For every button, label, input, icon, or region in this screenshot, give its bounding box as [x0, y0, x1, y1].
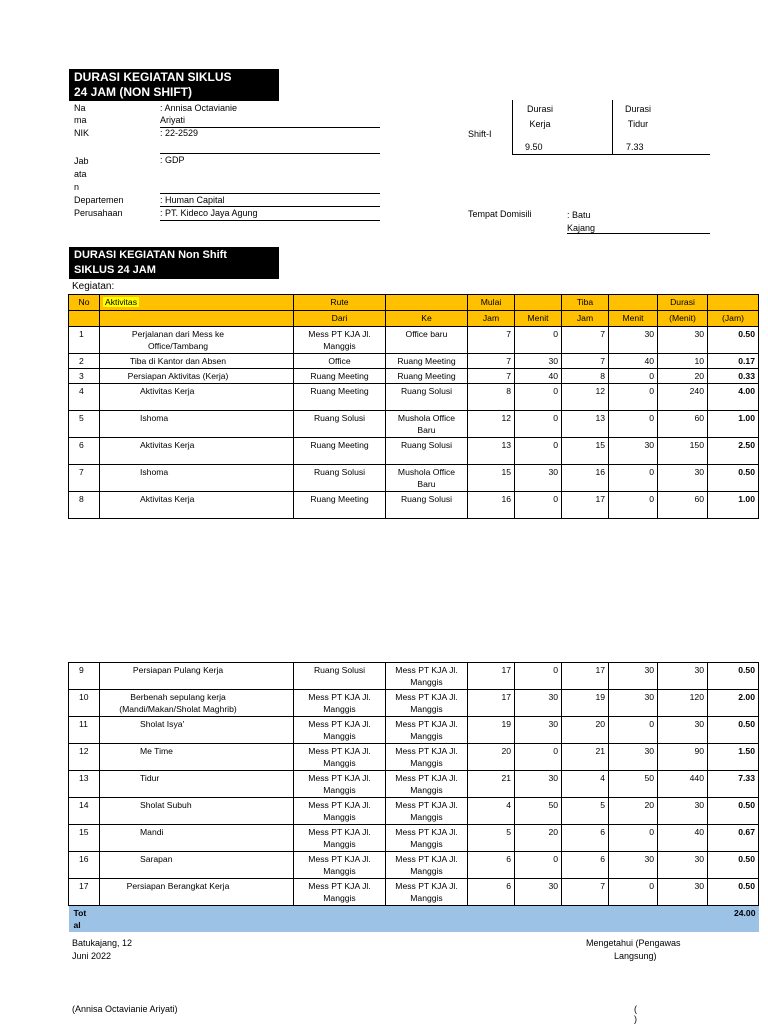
- row-aktivitas: Aktivitas Kerja: [100, 438, 294, 465]
- kegiatan-label: Kegiatan:: [72, 281, 115, 292]
- row-tiba-jam: 19: [562, 690, 609, 717]
- header-blank: [708, 295, 759, 311]
- row-durasi-menit: 90: [658, 744, 708, 771]
- row-durasi-menit: 30: [658, 852, 708, 879]
- row-tiba-menit: 0: [609, 825, 658, 852]
- row-aktivitas: Ishoma: [100, 411, 294, 438]
- row-aktivitas: Sarapan: [100, 852, 294, 879]
- row-mulai-menit: 30: [515, 354, 562, 369]
- header-blank: [386, 295, 468, 311]
- header-aktivitas: Aktivitas: [105, 297, 137, 307]
- mengetahui-2: Langsung): [614, 951, 657, 961]
- row-tiba-menit: 30: [609, 690, 658, 717]
- row-durasi-menit: 60: [658, 492, 708, 519]
- row-tiba-menit: 40: [609, 354, 658, 369]
- row-mulai-jam: 21: [468, 771, 515, 798]
- table-row: [69, 327, 759, 354]
- row-no: 15: [69, 825, 100, 852]
- row-ke: Mess PT KJA Jl. Manggis: [386, 879, 468, 906]
- jabatan-value: : GDP: [160, 155, 185, 165]
- row-tiba-menit: 0: [609, 411, 658, 438]
- row-mulai-jam: 7: [468, 369, 515, 384]
- row-mulai-jam: 7: [468, 327, 515, 354]
- row-mulai-menit: 30: [515, 879, 562, 906]
- row-dari: Mess PT KJA Jl. Manggis: [294, 690, 386, 717]
- row-dari: Mess PT KJA Jl. Manggis: [294, 798, 386, 825]
- row-durasi-jam: 2.50: [708, 438, 759, 465]
- row-mulai-jam: 6: [468, 852, 515, 879]
- row-mulai-jam: 12: [468, 411, 515, 438]
- table-row: [69, 825, 759, 852]
- row-durasi-jam: 0.50: [708, 465, 759, 492]
- header-durasi-jam: (Jam): [708, 311, 759, 327]
- table-row: [69, 492, 759, 519]
- place-date: [72, 937, 132, 963]
- row-ke: Ruang Meeting: [386, 354, 468, 369]
- total-row: [69, 906, 759, 933]
- row-dari: Ruang Solusi: [294, 663, 386, 690]
- table-header-row-2: [69, 311, 759, 327]
- row-ke: Mess PT KJA Jl. Manggis: [386, 663, 468, 690]
- nama-label-2: ma: [74, 115, 87, 125]
- section-title-line-1: DURASI KEGIATAN Non Shift: [74, 249, 227, 261]
- row-no: 12: [69, 744, 100, 771]
- jabatan-underline: [160, 193, 380, 194]
- row-ke: Mess PT KJA Jl. Manggis: [386, 825, 468, 852]
- domisili-underline: [567, 233, 710, 234]
- header-blank: [515, 295, 562, 311]
- row-dari: Mess PT KJA Jl. Manggis: [294, 744, 386, 771]
- row-tiba-jam: 17: [562, 663, 609, 690]
- row-durasi-menit: 20: [658, 369, 708, 384]
- perusahaan-label: Perusahaan: [74, 208, 123, 218]
- row-no: 14: [69, 798, 100, 825]
- total-label-2: al: [73, 920, 81, 930]
- row-tiba-menit: 30: [609, 327, 658, 354]
- header-blank: [69, 311, 100, 327]
- durasi-tidur-label-2: Tidur: [627, 119, 649, 129]
- row-no: 6: [69, 438, 100, 465]
- row-durasi-menit: 30: [658, 798, 708, 825]
- row-tiba-jam: 13: [562, 411, 609, 438]
- header-mulai-menit: Menit: [515, 311, 562, 327]
- row-aktivitas: Tidur: [100, 771, 294, 798]
- row-mulai-menit: 0: [515, 744, 562, 771]
- row-mulai-jam: 17: [468, 663, 515, 690]
- row-dari: Mess PT KJA Jl. Manggis: [294, 771, 386, 798]
- row-tiba-jam: 7: [562, 354, 609, 369]
- row-durasi-jam: 1.00: [708, 411, 759, 438]
- row-no: 2: [69, 354, 100, 369]
- title-line-2: 24 JAM (NON SHIFT): [74, 85, 193, 99]
- table-row: [69, 879, 759, 906]
- total-value: 24.00: [708, 906, 759, 933]
- row-durasi-jam: 0.50: [708, 327, 759, 354]
- jabatan-label-3: n: [74, 182, 80, 192]
- row-mulai-menit: 0: [515, 438, 562, 465]
- row-dari: Mess PT KJA Jl. Manggis: [294, 879, 386, 906]
- row-no: 10: [69, 690, 100, 717]
- row-dari: Mess PT KJA Jl. Manggis: [294, 327, 386, 354]
- header-ke: Ke: [386, 311, 468, 327]
- row-ke: Mess PT KJA Jl. Manggis: [386, 798, 468, 825]
- row-mulai-menit: 20: [515, 825, 562, 852]
- row-tiba-menit: 0: [609, 384, 658, 411]
- departemen-underline: [160, 206, 380, 207]
- row-ke: Mess PT KJA Jl. Manggis: [386, 717, 468, 744]
- section-title-line-2: SIKLUS 24 JAM: [74, 264, 156, 276]
- row-tiba-menit: 0: [609, 492, 658, 519]
- row-ke: Mushola Office Baru: [386, 411, 468, 438]
- row-durasi-jam: 2.00: [708, 690, 759, 717]
- row-no: 3: [69, 369, 100, 384]
- row-durasi-jam: 4.00: [708, 384, 759, 411]
- header-rute: Rute: [294, 295, 386, 311]
- total-label-1: Tot: [73, 908, 87, 918]
- total-spacer: [100, 906, 708, 933]
- signer-name: (Annisa Octavianie Ariyati): [72, 1004, 178, 1014]
- table-row: [69, 369, 759, 384]
- row-no: 13: [69, 771, 100, 798]
- table-row: [69, 384, 759, 411]
- row-tiba-menit: 30: [609, 663, 658, 690]
- row-tiba-jam: 8: [562, 369, 609, 384]
- row-durasi-menit: 30: [658, 717, 708, 744]
- row-tiba-menit: 30: [609, 438, 658, 465]
- table-row: [69, 798, 759, 825]
- table-row: [69, 663, 759, 690]
- durasi-tidur-label: [618, 102, 658, 132]
- departemen-label: Departemen: [74, 195, 124, 205]
- durasi-kerja-label: [520, 102, 560, 132]
- row-mulai-menit: 50: [515, 798, 562, 825]
- row-tiba-menit: 0: [609, 369, 658, 384]
- row-durasi-jam: 0.33: [708, 369, 759, 384]
- table-row: [69, 438, 759, 465]
- perusahaan-underline: [160, 220, 380, 221]
- header-tiba: Tiba: [562, 295, 609, 311]
- row-tiba-jam: 17: [562, 492, 609, 519]
- row-ke: Ruang Solusi: [386, 438, 468, 465]
- title-line-1: DURASI KEGIATAN SIKLUS: [74, 70, 232, 84]
- header-mulai-jam: Jam: [468, 311, 515, 327]
- row-durasi-jam: 1.00: [708, 492, 759, 519]
- row-no: 7: [69, 465, 100, 492]
- row-tiba-jam: 21: [562, 744, 609, 771]
- jabatan-label-1: Jab: [74, 156, 89, 166]
- row-durasi-jam: 0.17: [708, 354, 759, 369]
- row-durasi-menit: 30: [658, 465, 708, 492]
- row-tiba-menit: 50: [609, 771, 658, 798]
- domisili-value-1: : Batu: [567, 210, 591, 220]
- row-no: 17: [69, 879, 100, 906]
- row-mulai-menit: 30: [515, 465, 562, 492]
- row-tiba-jam: 7: [562, 327, 609, 354]
- row-tiba-menit: 0: [609, 879, 658, 906]
- row-durasi-menit: 30: [658, 327, 708, 354]
- header-aktivitas-cell: [100, 295, 294, 311]
- jabatan-label-2: ata: [74, 169, 87, 179]
- row-ke: Mess PT KJA Jl. Manggis: [386, 771, 468, 798]
- section-title: [69, 247, 279, 279]
- durasi-tidur-label-1: Durasi: [624, 104, 651, 114]
- row-mulai-menit: 0: [515, 327, 562, 354]
- row-dari: Mess PT KJA Jl. Manggis: [294, 825, 386, 852]
- row-durasi-jam: 0.50: [708, 663, 759, 690]
- row-mulai-jam: 8: [468, 384, 515, 411]
- row-durasi-jam: 0.50: [708, 798, 759, 825]
- durasi-kerja-label-1: Durasi: [526, 104, 553, 114]
- row-aktivitas: Sholat Subuh: [100, 798, 294, 825]
- row-durasi-jam: 7.33: [708, 771, 759, 798]
- table-row: [69, 690, 759, 717]
- row-dari: Ruang Solusi: [294, 411, 386, 438]
- row-mulai-menit: 0: [515, 384, 562, 411]
- approver-paren: [634, 1004, 637, 1024]
- row-aktivitas: Ishoma: [100, 465, 294, 492]
- row-tiba-jam: 12: [562, 384, 609, 411]
- shift-label: Shift-I: [468, 129, 492, 139]
- row-no: 5: [69, 411, 100, 438]
- row-dari: Ruang Meeting: [294, 369, 386, 384]
- row-durasi-menit: 60: [658, 411, 708, 438]
- row-tiba-jam: 6: [562, 825, 609, 852]
- row-ke: Mushola Office Baru: [386, 465, 468, 492]
- row-mulai-jam: 15: [468, 465, 515, 492]
- row-tiba-jam: 5: [562, 798, 609, 825]
- row-mulai-jam: 4: [468, 798, 515, 825]
- row-durasi-menit: 240: [658, 384, 708, 411]
- table-row: [69, 771, 759, 798]
- row-aktivitas: Persiapan Berangkat Kerja: [100, 879, 294, 906]
- jabatan-label: [74, 155, 89, 194]
- domisili-label: Tempat Domisili: [468, 209, 532, 219]
- row-no: 8: [69, 492, 100, 519]
- nama-label-1: Na: [74, 103, 86, 113]
- row-durasi-jam: 1.50: [708, 744, 759, 771]
- row-mulai-menit: 40: [515, 369, 562, 384]
- row-durasi-jam: 0.50: [708, 879, 759, 906]
- row-mulai-menit: 30: [515, 771, 562, 798]
- row-mulai-menit: 0: [515, 411, 562, 438]
- row-aktivitas: Perjalanan dari Mess ke Office/Tambang: [100, 327, 294, 354]
- row-dari: Ruang Meeting: [294, 438, 386, 465]
- row-ke: Ruang Solusi: [386, 384, 468, 411]
- row-durasi-menit: 440: [658, 771, 708, 798]
- row-durasi-jam: 0.50: [708, 717, 759, 744]
- row-aktivitas: Berbenah sepulang kerja (Mandi/Makan/Sholat Maghrib): [100, 690, 294, 717]
- row-durasi-menit: 30: [658, 663, 708, 690]
- row-durasi-jam: 0.50: [708, 852, 759, 879]
- domisili-value-2: Kajang: [567, 223, 596, 233]
- row-mulai-jam: 5: [468, 825, 515, 852]
- table-row: [69, 411, 759, 438]
- place-date-2: Juni 2022: [72, 951, 112, 961]
- nik-value: : 22-2529: [160, 128, 199, 138]
- header-durasi: Durasi: [658, 295, 708, 311]
- row-tiba-jam: 20: [562, 717, 609, 744]
- row-ke: Ruang Solusi: [386, 492, 468, 519]
- row-dari: Ruang Meeting: [294, 384, 386, 411]
- row-no: 1: [69, 327, 100, 354]
- row-tiba-jam: 7: [562, 879, 609, 906]
- approver-paren-close: ): [634, 1014, 637, 1024]
- header-durasi-menit: (Menit): [658, 311, 708, 327]
- table-row: [69, 852, 759, 879]
- durasi-tidur-divider: [612, 100, 613, 155]
- row-aktivitas: Aktivitas Kerja: [100, 384, 294, 411]
- row-aktivitas: Persiapan Pulang Kerja: [100, 663, 294, 690]
- row-dari: Ruang Meeting: [294, 492, 386, 519]
- row-no: 4: [69, 384, 100, 411]
- header-no: No: [69, 295, 100, 311]
- row-mulai-menit: 0: [515, 852, 562, 879]
- nama-value-1: : Annisa Octavianie: [160, 103, 238, 113]
- row-tiba-menit: 0: [609, 717, 658, 744]
- row-tiba-jam: 4: [562, 771, 609, 798]
- header-tiba-menit: Menit: [609, 311, 658, 327]
- durasi-kerja-divider: [512, 100, 513, 155]
- nik-label: NIK: [74, 128, 90, 138]
- row-durasi-menit: 150: [658, 438, 708, 465]
- nama-label: [74, 102, 87, 126]
- table-row: [69, 744, 759, 771]
- row-dari: Ruang Solusi: [294, 465, 386, 492]
- mengetahui-1: Mengetahui (Pengawas: [586, 938, 681, 948]
- row-tiba-jam: 15: [562, 438, 609, 465]
- row-ke: Mess PT KJA Jl. Manggis: [386, 690, 468, 717]
- row-aktivitas: Tiba di Kantor dan Absen: [100, 354, 294, 369]
- domisili-value: [567, 209, 595, 235]
- row-ke: Office baru: [386, 327, 468, 354]
- durasi-kerja-value: 9.50: [525, 142, 543, 152]
- place-date-1: Batukajang, 12: [72, 938, 133, 948]
- nama-value: [160, 102, 237, 126]
- durasi-tidur-value: 7.33: [626, 142, 644, 152]
- row-mulai-jam: 6: [468, 879, 515, 906]
- row-tiba-jam: 16: [562, 465, 609, 492]
- row-dari: Office: [294, 354, 386, 369]
- mengetahui: [586, 937, 681, 963]
- row-durasi-menit: 120: [658, 690, 708, 717]
- row-mulai-jam: 13: [468, 438, 515, 465]
- row-aktivitas: Mandi: [100, 825, 294, 852]
- table-header-row-1: [69, 295, 759, 311]
- row-durasi-menit: 30: [658, 879, 708, 906]
- row-aktivitas: Persiapan Aktivitas (Kerja): [100, 369, 294, 384]
- perusahaan-value: : PT. Kideco Jaya Agung: [160, 208, 258, 218]
- row-no: 11: [69, 717, 100, 744]
- row-tiba-menit: 30: [609, 852, 658, 879]
- row-aktivitas: Sholat Isya': [100, 717, 294, 744]
- row-mulai-menit: 30: [515, 717, 562, 744]
- row-aktivitas: Me Time: [100, 744, 294, 771]
- row-mulai-menit: 0: [515, 492, 562, 519]
- header-blank: [100, 311, 294, 327]
- row-mulai-menit: 30: [515, 690, 562, 717]
- header-mulai: Mulai: [468, 295, 515, 311]
- row-no: 9: [69, 663, 100, 690]
- row-mulai-jam: 19: [468, 717, 515, 744]
- approver-paren-open: (: [634, 1004, 637, 1014]
- row-ke: Ruang Meeting: [386, 369, 468, 384]
- row-aktivitas: Aktivitas Kerja: [100, 492, 294, 519]
- table-row: [69, 717, 759, 744]
- nik-underline: [160, 153, 380, 154]
- row-dari: Mess PT KJA Jl. Manggis: [294, 852, 386, 879]
- table-row: [69, 354, 759, 369]
- row-mulai-jam: 17: [468, 690, 515, 717]
- header-tiba-jam: Jam: [562, 311, 609, 327]
- document-title: [69, 69, 279, 101]
- row-durasi-jam: 0.67: [708, 825, 759, 852]
- table-row: [69, 465, 759, 492]
- row-tiba-menit: 30: [609, 744, 658, 771]
- row-mulai-jam: 7: [468, 354, 515, 369]
- row-mulai-jam: 16: [468, 492, 515, 519]
- row-mulai-menit: 0: [515, 663, 562, 690]
- row-ke: Mess PT KJA Jl. Manggis: [386, 852, 468, 879]
- row-mulai-jam: 20: [468, 744, 515, 771]
- row-tiba-menit: 20: [609, 798, 658, 825]
- row-dari: Mess PT KJA Jl. Manggis: [294, 717, 386, 744]
- durasi-kerja-label-2: Kerja: [529, 119, 551, 129]
- departemen-value: : Human Capital: [160, 195, 225, 205]
- nama-value-2: Ariyati: [160, 115, 186, 125]
- total-label-cell: [69, 906, 100, 933]
- activity-table-page2: [68, 662, 759, 932]
- durasi-underline: [512, 154, 710, 155]
- row-tiba-jam: 6: [562, 852, 609, 879]
- row-durasi-menit: 10: [658, 354, 708, 369]
- header-dari: Dari: [294, 311, 386, 327]
- row-no: 16: [69, 852, 100, 879]
- row-durasi-menit: 40: [658, 825, 708, 852]
- row-ke: Mess PT KJA Jl. Manggis: [386, 744, 468, 771]
- row-tiba-menit: 0: [609, 465, 658, 492]
- activity-table-page1: [68, 294, 759, 519]
- header-blank: [609, 295, 658, 311]
